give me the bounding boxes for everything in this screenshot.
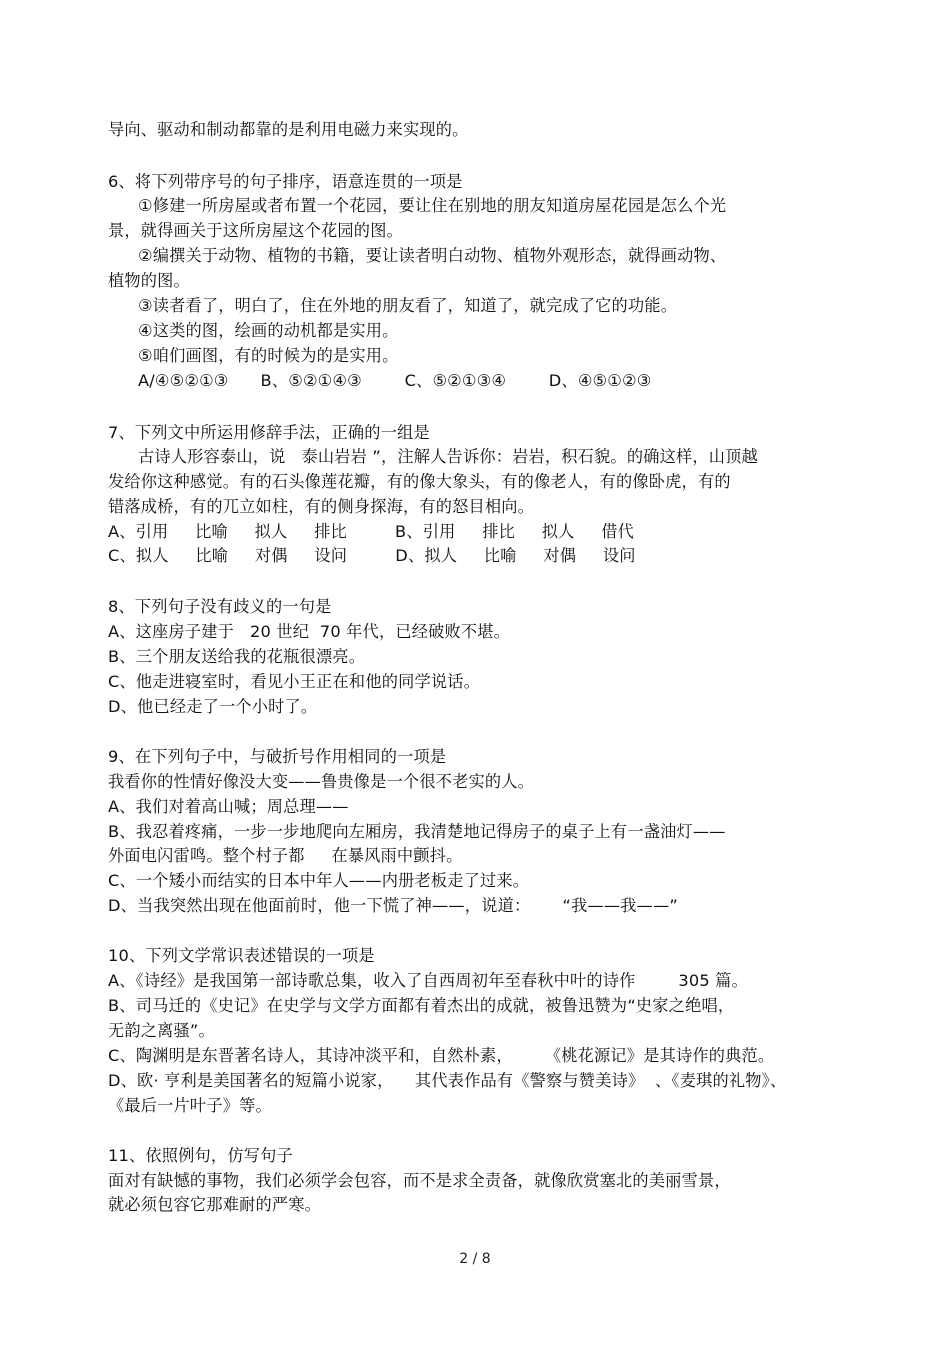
sentence-1: ①修建一所房屋或者布置一个花园，要让住在别地的朋友知道房屋花园是怎么个光 xyxy=(138,196,727,215)
sentence-4: ④这类的图，绘画的动机都是实用。 xyxy=(138,321,399,340)
example-sentence: 面对有缺憾的事物，我们必须学会包容，而不是求全责备，就像欣赏塞北的美丽雪景， xyxy=(108,1171,731,1190)
passage-line: 发给你这种感觉。有的石头像莲花瓣，有的像大象头，有的像老人，有的像卧虎，有的 xyxy=(108,472,731,491)
question-7-title: 7、下列文中所运用修辞手法，正确的一组是 xyxy=(108,423,430,442)
option-a: A、这座房子建于 20 世纪 70 年代，已经破败不堪。 xyxy=(108,622,511,641)
text-line: 就必须包容它那难耐的严寒。 xyxy=(108,1195,322,1214)
option-d: D、欧· 亨利是美国著名的短篇小说家， 其代表作品有《警察与赞美诗》 、《麦琪的礼物》、 xyxy=(108,1071,787,1090)
option-b: B、我忍着疼痛，一步一步地爬向左厢房，我清楚地记得房子的桌子上有一盏油灯—— xyxy=(108,822,726,841)
question-10-title: 10、下列文学常识表述错误的一项是 xyxy=(108,946,375,965)
text-line: 植物的图。 xyxy=(108,271,190,290)
question-11-title: 11、依照例句，仿写句子 xyxy=(108,1146,293,1165)
question-7-options-ab: A、引用 比喻 拟人 排比 B、引用 排比 拟人 借代 xyxy=(108,522,635,541)
sentence-3: ③读者看了，明白了，住在外地的朋友看了，知道了，就完成了它的功能。 xyxy=(138,296,678,315)
text-line: 导向、驱动和制动都靠的是利用电磁力来实现的。 xyxy=(108,120,469,139)
option-a: A、我们对着高山喊；周总理—— xyxy=(108,797,349,816)
text-line: 《最后一片叶子》等。 xyxy=(108,1096,272,1115)
option-c: C、他走进寝室时，看见小王正在和他的同学说话。 xyxy=(108,672,481,691)
text-line: 外面电闪雷鸣。整个村子都 在暴风雨中颤抖。 xyxy=(108,846,463,865)
question-6-options: A/④⑤②①③ B、⑤②①④③ C、⑤②①③④ D、④⑤①②③ xyxy=(138,371,652,390)
text-line: 景，就得画关于这所房屋这个花园的图。 xyxy=(108,221,403,240)
option-c: C、一个矮小而结实的日本中年人——内册老板走了过来。 xyxy=(108,871,530,890)
sentence-5: ⑤咱们画图，有的时候为的是实用。 xyxy=(138,346,399,365)
question-6-title: 6、将下列带序号的句子排序，语意连贯的一项是 xyxy=(108,172,463,191)
question-8-title: 8、下列句子没有歧义的一句是 xyxy=(108,597,332,616)
example-sentence: 我看你的性情好像没大变——鲁贵像是一个很不老实的人。 xyxy=(108,772,535,791)
option-d: D、他已经走了一个小时了。 xyxy=(108,697,318,716)
sentence-2: ②编撰关于动物、植物的书籍，要让读者明白动物、植物外观形态，就得画动物、 xyxy=(138,246,727,265)
option-b: B、司马迁的《史记》在史学与文学方面都有着杰出的成就，被鲁迅赞为“史家之绝唱， xyxy=(108,996,735,1015)
passage-line: 古诗人形容泰山，说 泰山岩岩 ”，注解人告诉你：岩岩，积石貌。的确这样，山顶越 xyxy=(138,447,758,466)
text-line: 无韵之离骚”。 xyxy=(108,1021,215,1040)
question-7-options-cd: C、拟人 比喻 对偶 设问 D、拟人 比喻 对偶 设问 xyxy=(108,546,636,565)
page-number: 2 / 8 xyxy=(459,1251,491,1267)
option-a: A、《诗经》是我国第一部诗歌总集，收入了自西周初年至春秋中叶的诗作 305 篇。 xyxy=(108,971,748,990)
passage-line: 错落成桥，有的兀立如柱，有的侧身探海，有的怒目相向。 xyxy=(108,497,535,516)
option-c: C、陶渊明是东晋著名诗人，其诗冲淡平和，自然朴素， 《桃花源记》是其诗作的典范。 xyxy=(108,1046,775,1065)
question-9-title: 9、在下列句子中，与破折号作用相同的一项是 xyxy=(108,747,447,766)
option-b: B、三个朋友送给我的花瓶很漂亮。 xyxy=(108,647,366,666)
option-d: D、当我突然出现在他面前时，他一下慌了神——，说道： “我——我——” xyxy=(108,896,678,915)
